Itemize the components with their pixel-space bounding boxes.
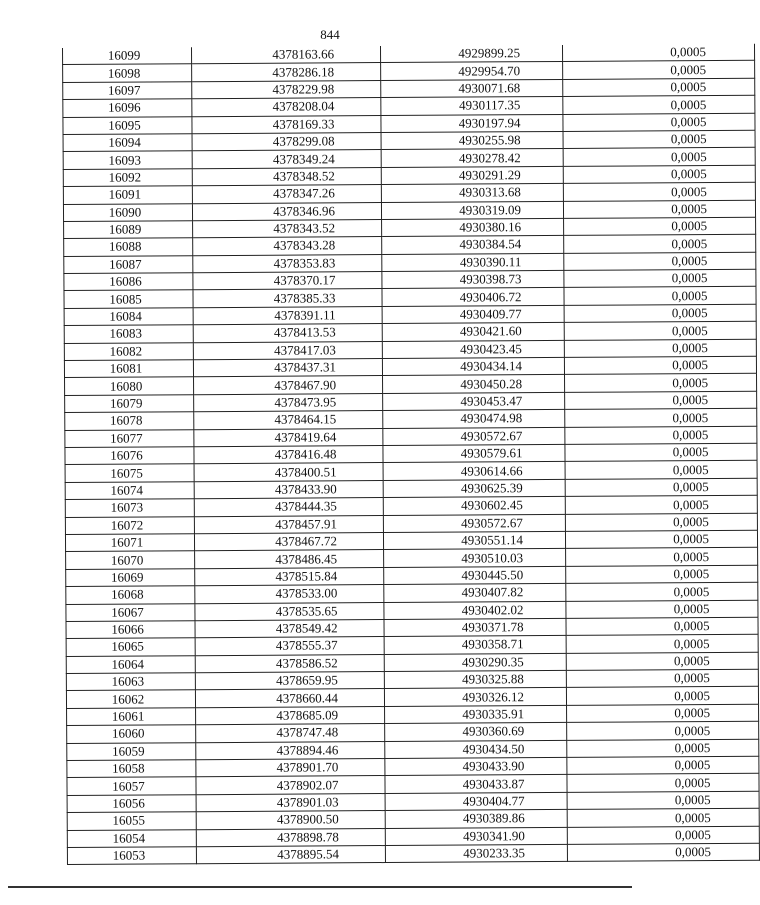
point-id-cell: 16097 [63, 81, 192, 99]
x-coordinate-cell: 4378444.35 [194, 498, 383, 517]
point-id-cell: 16093 [63, 151, 192, 169]
x-coordinate-cell: 4378169.33 [192, 115, 381, 134]
tolerance-cell: 0,0005 [564, 322, 756, 341]
tolerance-cell: 0,0005 [564, 217, 756, 236]
point-id-cell: 16084 [64, 308, 193, 326]
tolerance-cell: 0,0005 [567, 739, 759, 758]
tolerance-cell: 0,0005 [565, 443, 757, 462]
x-coordinate-cell: 4378391.11 [193, 306, 382, 325]
point-id-cell: 16059 [67, 742, 196, 760]
tolerance-cell: 0,0005 [566, 600, 758, 619]
x-coordinate-cell: 4378416.48 [194, 446, 383, 465]
x-coordinate-cell: 4378555.37 [195, 637, 384, 656]
y-coordinate-cell: 4930572.67 [383, 427, 565, 446]
page-number: 844 [320, 27, 340, 42]
point-id-cell: 16055 [67, 812, 196, 830]
tolerance-cell: 0,0005 [567, 826, 759, 845]
y-coordinate-cell: 4930233.35 [385, 844, 567, 863]
point-id-cell: 16078 [65, 412, 194, 430]
tolerance-cell: 0,0005 [565, 408, 757, 427]
y-coordinate-cell: 4930380.16 [382, 218, 564, 237]
x-coordinate-cell: 4378385.33 [193, 289, 382, 308]
point-id-cell: 16079 [65, 395, 194, 413]
point-id-cell: 16068 [66, 586, 195, 604]
x-coordinate-cell: 4378549.42 [195, 619, 384, 638]
x-coordinate-cell: 4378535.65 [195, 602, 384, 621]
point-id-cell: 16074 [65, 481, 194, 499]
point-id-cell: 16090 [63, 203, 192, 221]
y-coordinate-cell: 4929954.70 [381, 62, 563, 81]
point-id-cell: 16057 [67, 777, 196, 795]
tolerance-cell: 0,0005 [565, 478, 757, 497]
x-coordinate-cell: 4378433.90 [194, 480, 383, 499]
coordinates-table-wrapper [62, 44, 711, 866]
tolerance-cell: 0,0005 [564, 287, 756, 306]
x-coordinate-cell: 4378347.26 [192, 185, 381, 204]
x-coordinate-cell: 4378900.50 [196, 811, 385, 830]
tolerance-cell: 0,0005 [565, 391, 757, 410]
tolerance-cell: 0,0005 [566, 669, 758, 688]
y-coordinate-cell: 4930579.61 [383, 444, 565, 463]
x-coordinate-cell: 4378346.96 [192, 202, 381, 221]
tolerance-cell: 0,0005 [565, 495, 757, 514]
y-coordinate-cell: 4930278.42 [381, 149, 563, 168]
y-coordinate-cell: 4930335.91 [385, 705, 567, 724]
y-coordinate-cell: 4930197.94 [381, 114, 563, 133]
point-id-cell: 16081 [64, 360, 193, 378]
x-coordinate-cell: 4378343.28 [193, 237, 382, 256]
x-coordinate-cell: 4378417.03 [193, 341, 382, 360]
y-coordinate-cell: 4930434.50 [385, 740, 567, 759]
y-coordinate-cell: 4930325.88 [384, 670, 566, 689]
x-coordinate-cell: 4378659.95 [195, 672, 384, 691]
tolerance-cell: 0,0005 [564, 339, 756, 358]
y-coordinate-cell: 4930290.35 [384, 653, 566, 672]
x-coordinate-cell: 4378413.53 [193, 324, 382, 343]
y-coordinate-cell: 4929899.25 [380, 45, 562, 63]
point-id-cell: 16069 [66, 568, 195, 586]
x-coordinate-cell: 4378486.45 [195, 550, 384, 569]
y-coordinate-cell: 4930423.45 [382, 340, 564, 359]
point-id-cell: 16080 [65, 377, 194, 395]
tolerance-cell: 0,0005 [563, 200, 755, 219]
y-coordinate-cell: 4930453.47 [383, 392, 565, 411]
point-id-cell: 16086 [64, 273, 193, 291]
x-coordinate-cell: 4378349.24 [192, 150, 381, 169]
tolerance-cell: 0,0005 [565, 426, 757, 445]
y-coordinate-cell: 4930602.45 [383, 497, 565, 516]
y-coordinate-cell: 4930614.66 [383, 462, 565, 481]
x-coordinate-cell: 4378464.15 [194, 411, 383, 430]
y-coordinate-cell: 4930291.29 [381, 166, 563, 185]
point-id-cell: 16088 [64, 238, 193, 256]
tolerance-cell: 0,0005 [567, 721, 759, 740]
tolerance-cell: 0,0005 [566, 617, 758, 636]
point-id-cell: 16067 [66, 603, 195, 621]
tolerance-cell: 0,0005 [563, 113, 755, 132]
point-id-cell: 16073 [65, 499, 194, 517]
y-coordinate-cell: 4930434.14 [382, 357, 564, 376]
y-coordinate-cell: 4930474.98 [383, 410, 565, 429]
tolerance-cell: 0,0005 [562, 44, 754, 62]
y-coordinate-cell: 4930071.68 [381, 79, 563, 98]
x-coordinate-cell: 4378660.44 [195, 689, 384, 708]
y-coordinate-cell: 4930358.71 [384, 636, 566, 655]
point-id-cell: 16076 [65, 447, 194, 465]
tolerance-cell: 0,0005 [564, 235, 756, 254]
y-coordinate-cell: 4930390.11 [382, 253, 564, 272]
tolerance-cell: 0,0005 [563, 95, 755, 114]
y-coordinate-cell: 4930389.86 [385, 810, 567, 829]
tolerance-cell: 0,0005 [566, 548, 758, 567]
tolerance-cell: 0,0005 [564, 269, 756, 288]
table-row [67, 843, 759, 865]
y-coordinate-cell: 4930407.82 [384, 584, 566, 603]
x-coordinate-cell: 4378685.09 [196, 706, 385, 725]
tolerance-cell: 0,0005 [567, 808, 759, 827]
y-coordinate-cell: 4930409.77 [382, 305, 564, 324]
point-id-cell: 16099 [62, 47, 191, 65]
tolerance-cell: 0,0005 [563, 182, 755, 201]
tolerance-cell: 0,0005 [564, 252, 756, 271]
y-coordinate-cell: 4930551.14 [383, 531, 565, 550]
point-id-cell: 16054 [67, 829, 196, 847]
y-coordinate-cell: 4930398.73 [382, 271, 564, 290]
point-id-cell: 16098 [63, 64, 192, 82]
x-coordinate-cell: 4378208.04 [192, 98, 381, 117]
x-coordinate-cell: 4378473.95 [194, 393, 383, 412]
tolerance-cell: 0,0005 [566, 565, 758, 584]
x-coordinate-cell: 4378353.83 [193, 254, 382, 273]
tolerance-cell: 0,0005 [563, 61, 755, 80]
tolerance-cell: 0,0005 [564, 304, 756, 323]
tolerance-cell: 0,0005 [566, 582, 758, 601]
y-coordinate-cell: 4930404.77 [385, 792, 567, 811]
tolerance-cell: 0,0005 [567, 791, 759, 810]
y-coordinate-cell: 4930341.90 [385, 827, 567, 846]
y-coordinate-cell: 4930421.60 [382, 323, 564, 342]
point-id-cell: 16062 [66, 690, 195, 708]
y-coordinate-cell: 4930255.98 [381, 131, 563, 150]
x-coordinate-cell: 4378229.98 [192, 80, 381, 99]
coordinates-table-body [62, 44, 759, 865]
y-coordinate-cell: 4930510.03 [384, 549, 566, 568]
tolerance-cell: 0,0005 [567, 704, 759, 723]
x-coordinate-cell: 4378901.03 [196, 793, 385, 812]
x-coordinate-cell: 4378894.46 [196, 741, 385, 760]
point-id-cell: 16085 [64, 290, 193, 308]
point-id-cell: 16063 [66, 673, 195, 691]
x-coordinate-cell: 4378343.52 [193, 219, 382, 238]
y-coordinate-cell: 4930319.09 [381, 201, 563, 220]
y-coordinate-cell: 4930384.54 [382, 236, 564, 255]
y-coordinate-cell: 4930117.35 [381, 97, 563, 116]
point-id-cell: 16087 [64, 255, 193, 273]
x-coordinate-cell: 4378747.48 [196, 724, 385, 743]
point-id-cell: 16070 [66, 551, 195, 569]
y-coordinate-cell: 4930433.87 [385, 775, 567, 794]
x-coordinate-cell: 4378299.08 [192, 133, 381, 152]
point-id-cell: 16066 [66, 621, 195, 639]
point-id-cell: 16065 [66, 638, 195, 656]
point-id-cell: 16056 [67, 794, 196, 812]
tolerance-cell: 0,0005 [565, 513, 757, 532]
point-id-cell: 16075 [65, 464, 194, 482]
coordinates-table [62, 44, 760, 866]
point-id-cell: 16077 [65, 429, 194, 447]
point-id-cell: 16091 [63, 186, 192, 204]
tolerance-cell: 0,0005 [565, 461, 757, 480]
point-id-cell: 16089 [64, 221, 193, 239]
tolerance-cell: 0,0005 [565, 374, 757, 393]
y-coordinate-cell: 4930402.02 [384, 601, 566, 620]
x-coordinate-cell: 4378515.84 [195, 567, 384, 586]
y-coordinate-cell: 4930360.69 [385, 723, 567, 742]
tolerance-cell: 0,0005 [566, 652, 758, 671]
y-coordinate-cell: 4930313.68 [381, 184, 563, 203]
tolerance-cell: 0,0005 [567, 843, 759, 862]
tolerance-cell: 0,0005 [566, 635, 758, 654]
x-coordinate-cell: 4378467.72 [194, 532, 383, 551]
point-id-cell: 16082 [64, 342, 193, 360]
tolerance-cell: 0,0005 [565, 530, 757, 549]
x-coordinate-cell: 4378901.70 [196, 759, 385, 778]
point-id-cell: 16053 [67, 847, 196, 865]
x-coordinate-cell: 4378419.64 [194, 428, 383, 447]
x-coordinate-cell: 4378370.17 [193, 272, 382, 291]
tolerance-cell: 0,0005 [564, 356, 756, 375]
tolerance-cell: 0,0005 [567, 756, 759, 775]
point-id-cell: 16064 [66, 655, 195, 673]
point-id-cell: 16083 [64, 325, 193, 343]
x-coordinate-cell: 4378163.66 [191, 46, 380, 64]
point-id-cell: 16095 [63, 116, 192, 134]
y-coordinate-cell: 4930326.12 [384, 688, 566, 707]
y-coordinate-cell: 4930450.28 [383, 375, 565, 394]
tolerance-cell: 0,0005 [566, 687, 758, 706]
y-coordinate-cell: 4930406.72 [382, 288, 564, 307]
tolerance-cell: 0,0005 [563, 78, 755, 97]
point-id-cell: 16092 [63, 168, 192, 186]
x-coordinate-cell: 4378457.91 [194, 515, 383, 534]
tolerance-cell: 0,0005 [563, 148, 755, 167]
y-coordinate-cell: 4930445.50 [384, 566, 566, 585]
y-coordinate-cell: 4930371.78 [384, 618, 566, 637]
y-coordinate-cell: 4930625.39 [383, 479, 565, 498]
x-coordinate-cell: 4378467.90 [194, 376, 383, 395]
point-id-cell: 16096 [63, 99, 192, 117]
x-coordinate-cell: 4378400.51 [194, 463, 383, 482]
x-coordinate-cell: 4378286.18 [192, 63, 381, 82]
point-id-cell: 16071 [65, 534, 194, 552]
x-coordinate-cell: 4378586.52 [195, 654, 384, 673]
y-coordinate-cell: 4930572.67 [383, 514, 565, 533]
point-id-cell: 16058 [67, 760, 196, 778]
x-coordinate-cell: 4378895.54 [196, 846, 385, 865]
point-id-cell: 16060 [67, 725, 196, 743]
point-id-cell: 16061 [67, 708, 196, 726]
point-id-cell: 16094 [63, 134, 192, 152]
x-coordinate-cell: 4378902.07 [196, 776, 385, 795]
x-coordinate-cell: 4378437.31 [193, 359, 382, 378]
tolerance-cell: 0,0005 [563, 165, 755, 184]
bottom-rule [8, 886, 632, 888]
x-coordinate-cell: 4378348.52 [192, 167, 381, 186]
tolerance-cell: 0,0005 [567, 774, 759, 793]
tolerance-cell: 0,0005 [563, 130, 755, 149]
x-coordinate-cell: 4378533.00 [195, 585, 384, 604]
y-coordinate-cell: 4930433.90 [385, 757, 567, 776]
point-id-cell: 16072 [65, 516, 194, 534]
x-coordinate-cell: 4378898.78 [196, 828, 385, 847]
